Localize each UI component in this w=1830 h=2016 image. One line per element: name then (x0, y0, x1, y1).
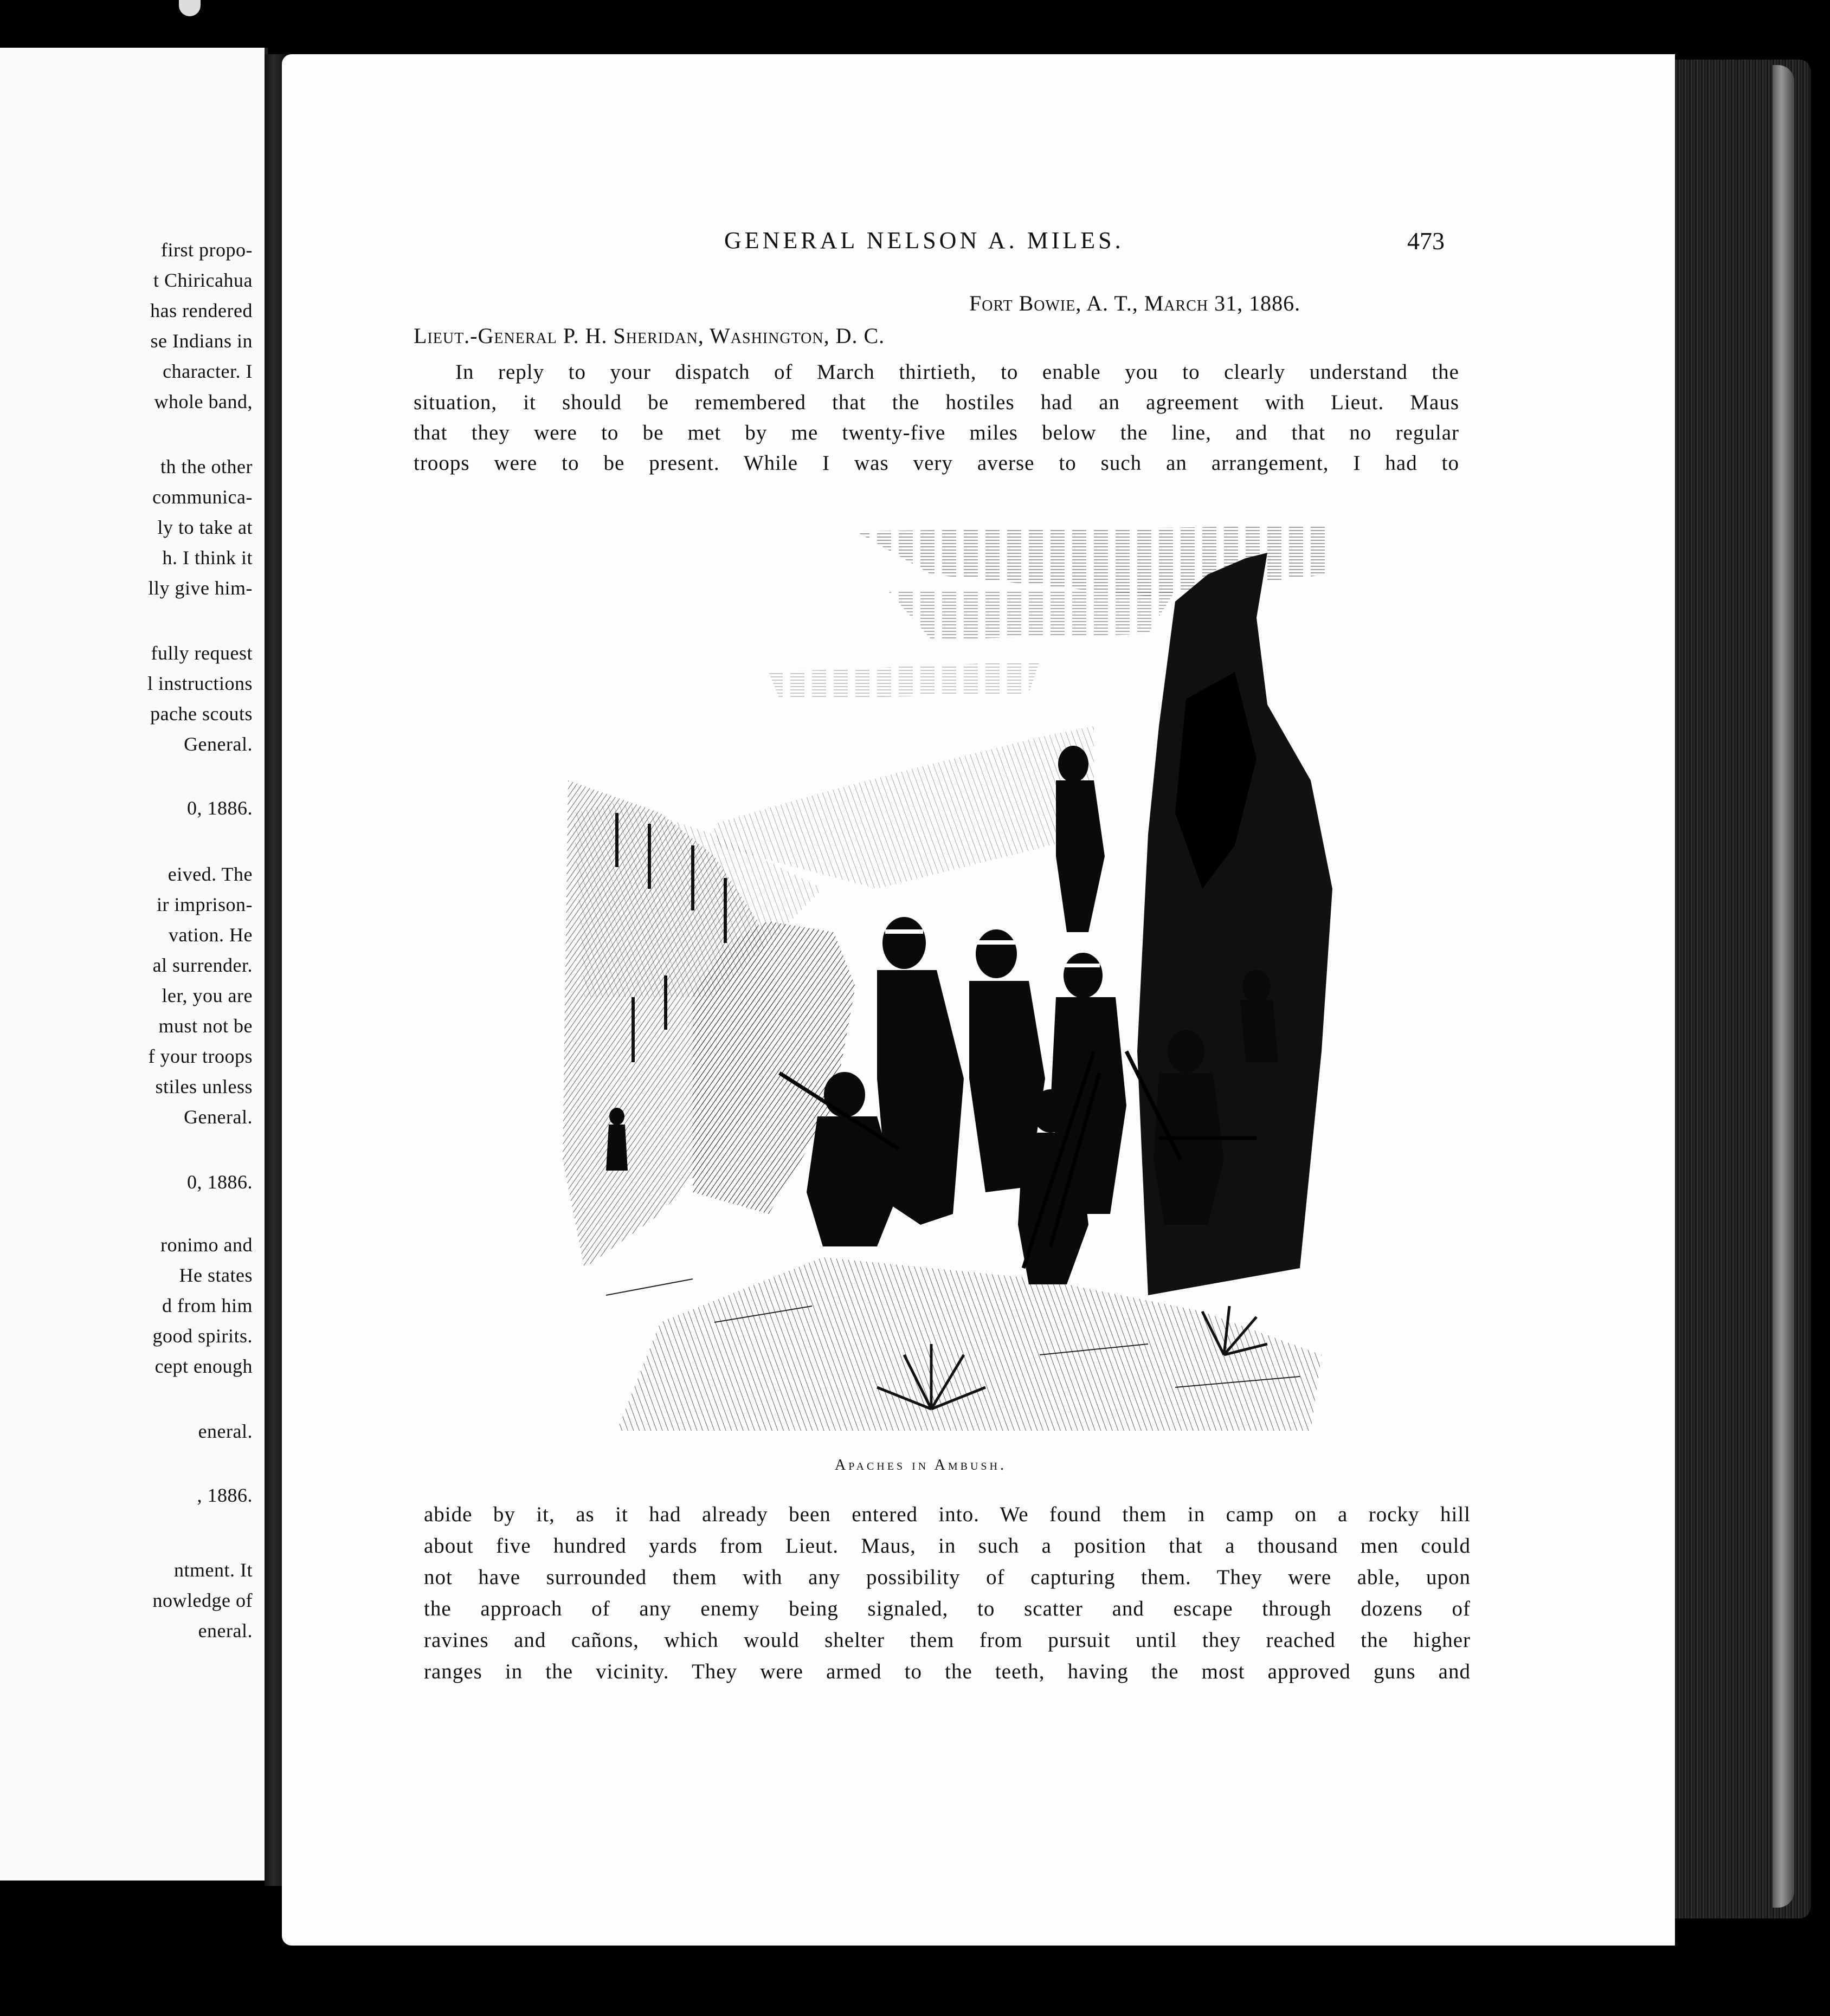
letter-addressee: Lieut.-General P. H. Sheridan, Washington, D. C. (414, 324, 885, 348)
paragraph-line: that they were to be met by me twenty-five miles below the line, and that no regular (414, 421, 1459, 444)
book-cover-edge (1773, 65, 1794, 1908)
left-page-line: ir imprison- (157, 894, 253, 915)
left-page-line: h. I think it (162, 547, 253, 568)
engraving-illustration (552, 509, 1337, 1431)
left-page (0, 48, 268, 1881)
left-page-line: pache scouts (150, 703, 253, 725)
left-page-line: General. (184, 733, 253, 755)
left-page-line: ler, you are (162, 985, 253, 1006)
left-page-line: stiles unless (155, 1076, 253, 1097)
paragraph-line: abide by it, as it had already been entered into. We found them in camp on a rocky hill (424, 1503, 1471, 1526)
left-page-line: th the other (160, 456, 253, 477)
left-page-line: lly give him- (148, 577, 253, 599)
letter-dateline: Fort Bowie, A. T., March 31, 1886. (969, 291, 1301, 315)
left-page-line: nowledge of (152, 1589, 253, 1611)
left-page-line: t Chiricahua (153, 269, 253, 291)
paragraph-line: In reply to your dispatch of March thirtieth, to enable you to clearly understand the (455, 360, 1459, 384)
paragraph-line: situation, it should be remembered that the hostiles had an agreement with Lieut. Maus (414, 391, 1459, 414)
left-page-line: ly to take at (157, 516, 253, 538)
page-mark (318, 1461, 322, 1465)
paragraph-line: troops were to be present. While I was very averse to such an arrangement, I had to (414, 451, 1459, 475)
left-page-line: character. I (163, 360, 253, 382)
left-page-line: l instructions (147, 673, 253, 694)
left-page-line: ronimo and (160, 1234, 253, 1256)
left-page-line: fully request (151, 642, 253, 664)
paragraph-line: the approach of any enemy being signaled, to scatter and escape through dozens of (424, 1597, 1471, 1620)
left-page-line: General. (184, 1106, 253, 1128)
left-page-line: eneral. (198, 1420, 253, 1442)
paragraph-line: about five hundred yards from Lieut. Maus, in such a position that a thousand men could (424, 1534, 1471, 1558)
left-page-line: cept enough (154, 1355, 253, 1377)
running-head: GENERAL NELSON A. MILES. (724, 227, 1124, 254)
page-number: 473 (1407, 227, 1445, 255)
left-page-line: f your troops (148, 1045, 253, 1067)
left-page-line: He states (179, 1264, 253, 1286)
left-page-line: first propo- (161, 239, 253, 261)
left-page-line: whole band, (154, 391, 253, 412)
left-page-line: d from him (162, 1295, 253, 1316)
left-page-line: se Indians in (150, 330, 253, 352)
left-page-line: communica- (152, 486, 253, 508)
left-page-line: 0, 1886. (187, 797, 253, 819)
left-page-line: ntment. It (174, 1559, 253, 1581)
paragraph-line: ravines and cañons, which would shelter them from pursuit until they reached the higher (424, 1629, 1471, 1652)
left-page-line: must not be (158, 1015, 253, 1037)
left-page-line: eneral. (198, 1620, 253, 1642)
left-page-line: eived. The (167, 863, 253, 885)
paragraph-line: not have surrounded them with any possibility of capturing them. They were able, upon (424, 1566, 1471, 1589)
paragraph-line: ranges in the vicinity. They were armed to the teeth, having the most approved guns and (424, 1660, 1471, 1683)
left-page-line: good spirits. (152, 1325, 253, 1347)
left-page-line: al surrender. (152, 954, 253, 976)
left-page-line: vation. He (169, 924, 253, 946)
book-edge (179, 0, 201, 16)
left-page-line: 0, 1886. (187, 1171, 253, 1193)
illustration-caption: Apaches in Ambush. (835, 1457, 1007, 1474)
left-page-line: has rendered (150, 300, 253, 321)
left-page-line: , 1886. (197, 1484, 253, 1506)
